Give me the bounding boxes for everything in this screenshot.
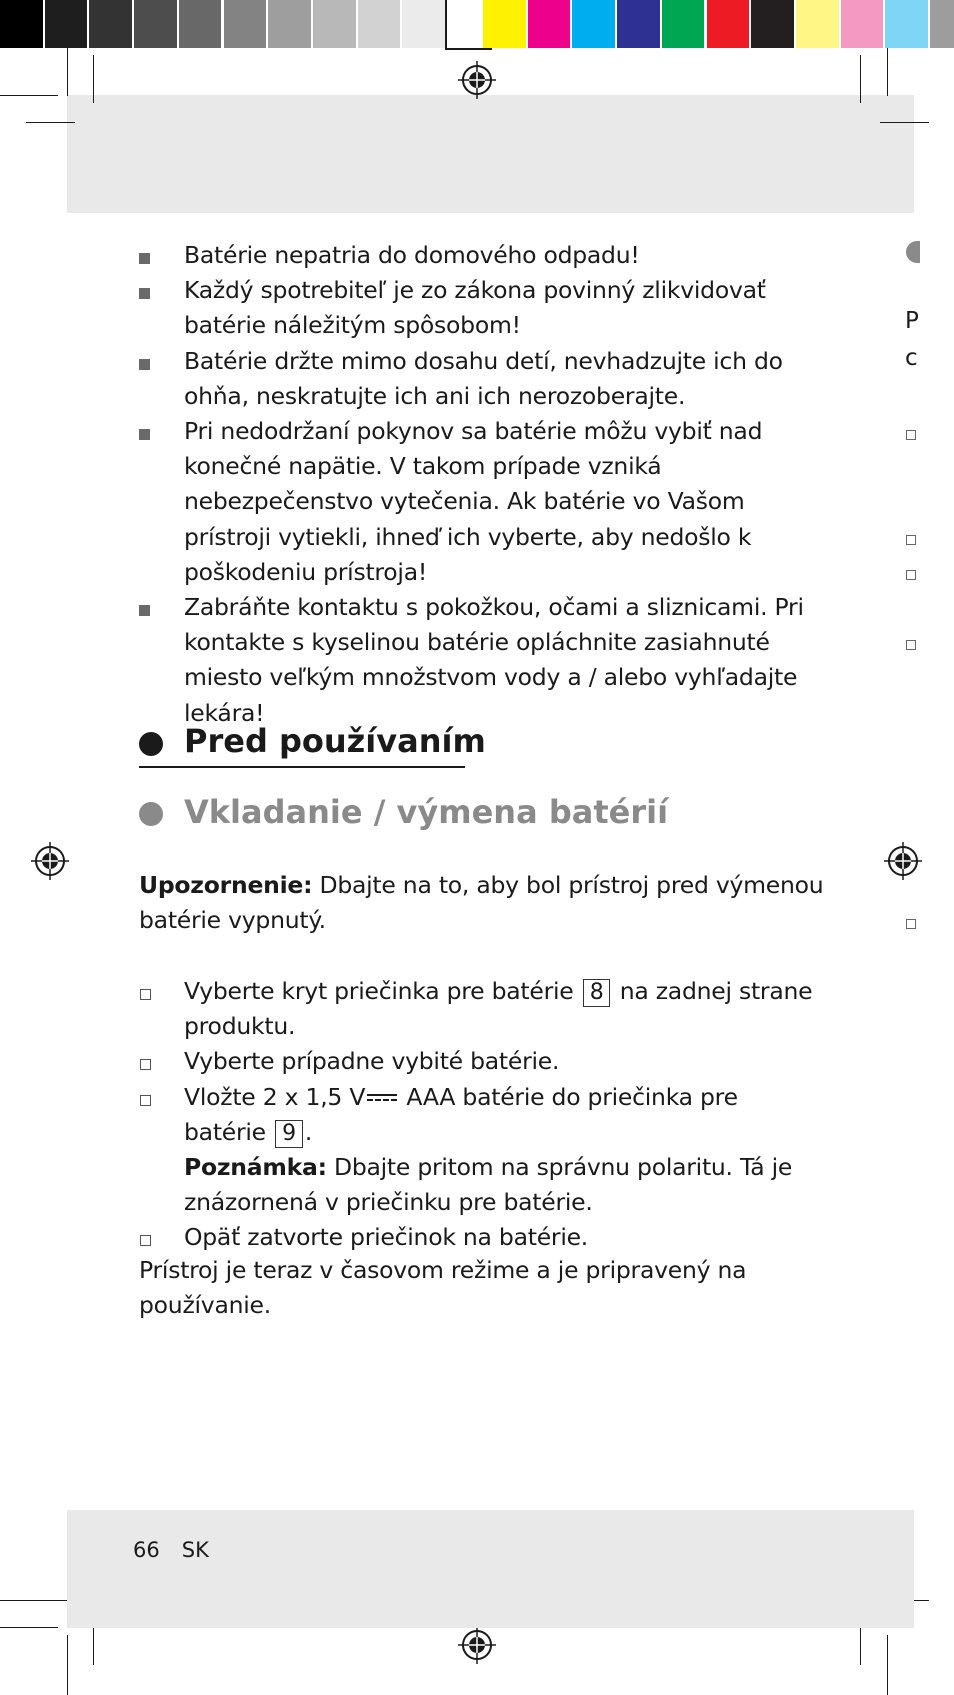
heading-underline — [139, 766, 465, 768]
step-item: Vyberte prípadne vybité batérie. — [139, 1044, 819, 1079]
step-note-label: Poznámka: — [184, 1153, 327, 1182]
crop-mark — [880, 122, 929, 123]
gray-swatch — [89, 0, 132, 48]
square-bullet-icon — [139, 429, 150, 440]
crop-mark — [93, 55, 94, 103]
warning-item: Zabráňte kontaktu s pokožkou, očami a sliznicami. Pri kontakte s kyselinou batérie opláchnite zasiahnuté miesto veľkým množstvom vody a / alebo vyhľadajte lekára! — [139, 590, 819, 731]
next-page-dot-icon — [906, 241, 920, 263]
square-bullet-icon — [139, 253, 150, 264]
color-swatch — [572, 0, 615, 48]
crop-mark — [0, 1627, 58, 1628]
next-page-bullet-icon — [906, 640, 916, 650]
checkbox-bullet-icon — [140, 1095, 151, 1106]
next-page-bullet-icon — [906, 570, 916, 580]
registration-mark-icon — [457, 1625, 497, 1665]
color-swatch — [528, 0, 571, 48]
next-page-text: c — [905, 345, 918, 371]
color-swatch — [483, 0, 526, 48]
battery-warnings-list — [139, 238, 819, 731]
color-swatch — [841, 0, 884, 48]
direct-current-icon — [367, 1093, 397, 1103]
color-swatch — [751, 0, 794, 48]
gray-swatch — [45, 0, 88, 48]
crop-mark — [0, 95, 58, 96]
gray-swatch — [224, 0, 267, 48]
section-title: Pred používaním — [184, 722, 486, 760]
crop-mark — [860, 55, 861, 103]
next-page-bullet-icon — [906, 919, 916, 929]
gray-swatch — [402, 0, 445, 48]
warning-item: Pri nedodržaní pokynov sa batérie môžu vybiť nad konečné napätie. V takom prípade vzniká nebezpečenstvo vytečenia. Ak batérie vo Vašom prístroji vytiekli, ihneď ich vyberte, aby nedošlo k poškodeniu prístroja! — [139, 414, 819, 590]
crop-mark — [0, 1600, 75, 1601]
square-bullet-icon — [139, 359, 150, 370]
color-swatch — [930, 0, 954, 48]
checkbox-bullet-icon — [140, 1235, 151, 1246]
page-footer — [133, 1538, 231, 1562]
warning-item: Každý spotrebiteľ je zo zákona povinný zlikvidovať batérie náležitým spôsobom! — [139, 273, 819, 343]
note-text: Dbajte na to, aby bol prístroj pred výmenou batérie vypnutý. — [139, 871, 824, 935]
square-bullet-icon — [139, 605, 150, 616]
gray-swatch — [358, 0, 401, 48]
gray-swatch — [179, 0, 222, 48]
gray-swatch — [134, 0, 177, 48]
warning-item: Batérie nepatria do domového odpadu! — [139, 238, 819, 273]
color-swatch — [707, 0, 750, 48]
color-swatch — [617, 0, 660, 48]
part-reference: 9 — [275, 1120, 303, 1148]
language-code: SK — [181, 1538, 209, 1562]
registration-mark-icon — [30, 841, 70, 881]
subsection-title: Vkladanie / výmena batérií — [184, 793, 669, 831]
crop-mark — [67, 1635, 68, 1695]
next-page-bullet-icon — [906, 430, 916, 440]
crop-mark — [887, 1635, 888, 1695]
step-item: Opäť zatvorte priečinok na batérie. — [139, 1220, 819, 1255]
note-paragraph — [139, 868, 829, 938]
checkbox-bullet-icon — [140, 989, 151, 1000]
bullet-dot-icon — [139, 732, 163, 756]
crop-mark — [26, 122, 75, 123]
color-swatch — [662, 0, 705, 48]
closing-paragraph: Prístroj je teraz v časovom režime a je pripravený na používanie. — [139, 1256, 747, 1320]
registration-mark-icon — [883, 841, 923, 881]
gray-swatch — [268, 0, 311, 48]
warning-item: Batérie držte mimo dosahu detí, nevhadzujte ich do ohňa, neskratujte ich ani ich nerozoberajte. — [139, 344, 819, 414]
gray-swatch — [0, 0, 43, 48]
next-page-text: P — [905, 308, 919, 334]
page-number: 66 — [133, 1538, 160, 1562]
steps-list — [139, 974, 819, 1256]
checkbox-bullet-icon — [140, 1059, 151, 1070]
next-page-bullet-icon — [906, 535, 916, 545]
note-label: Upozornenie: — [139, 871, 313, 899]
part-reference: 8 — [583, 979, 611, 1007]
footer-band — [67, 1510, 914, 1628]
step-item: Vyberte kryt priečinka pre batérie 8 na zadnej strane produktu. — [139, 974, 819, 1044]
gray-swatch — [313, 0, 356, 48]
crop-mark — [67, 48, 68, 96]
step-item: Vložte 2 x 1,5 V AAA batérie do priečinka pre batérie 9 . Poznámka: Dbajte pritom na správnu polaritu. Tá je znázornená v priečinku pre batérie. — [139, 1080, 819, 1221]
registration-mark-icon — [457, 60, 497, 100]
color-swatch — [885, 0, 928, 48]
header-band — [67, 95, 914, 213]
square-bullet-icon — [139, 288, 150, 299]
bullet-dot-icon — [139, 802, 163, 826]
color-calibration-bar — [0, 0, 954, 48]
crop-mark — [887, 48, 888, 96]
color-swatch — [796, 0, 839, 48]
